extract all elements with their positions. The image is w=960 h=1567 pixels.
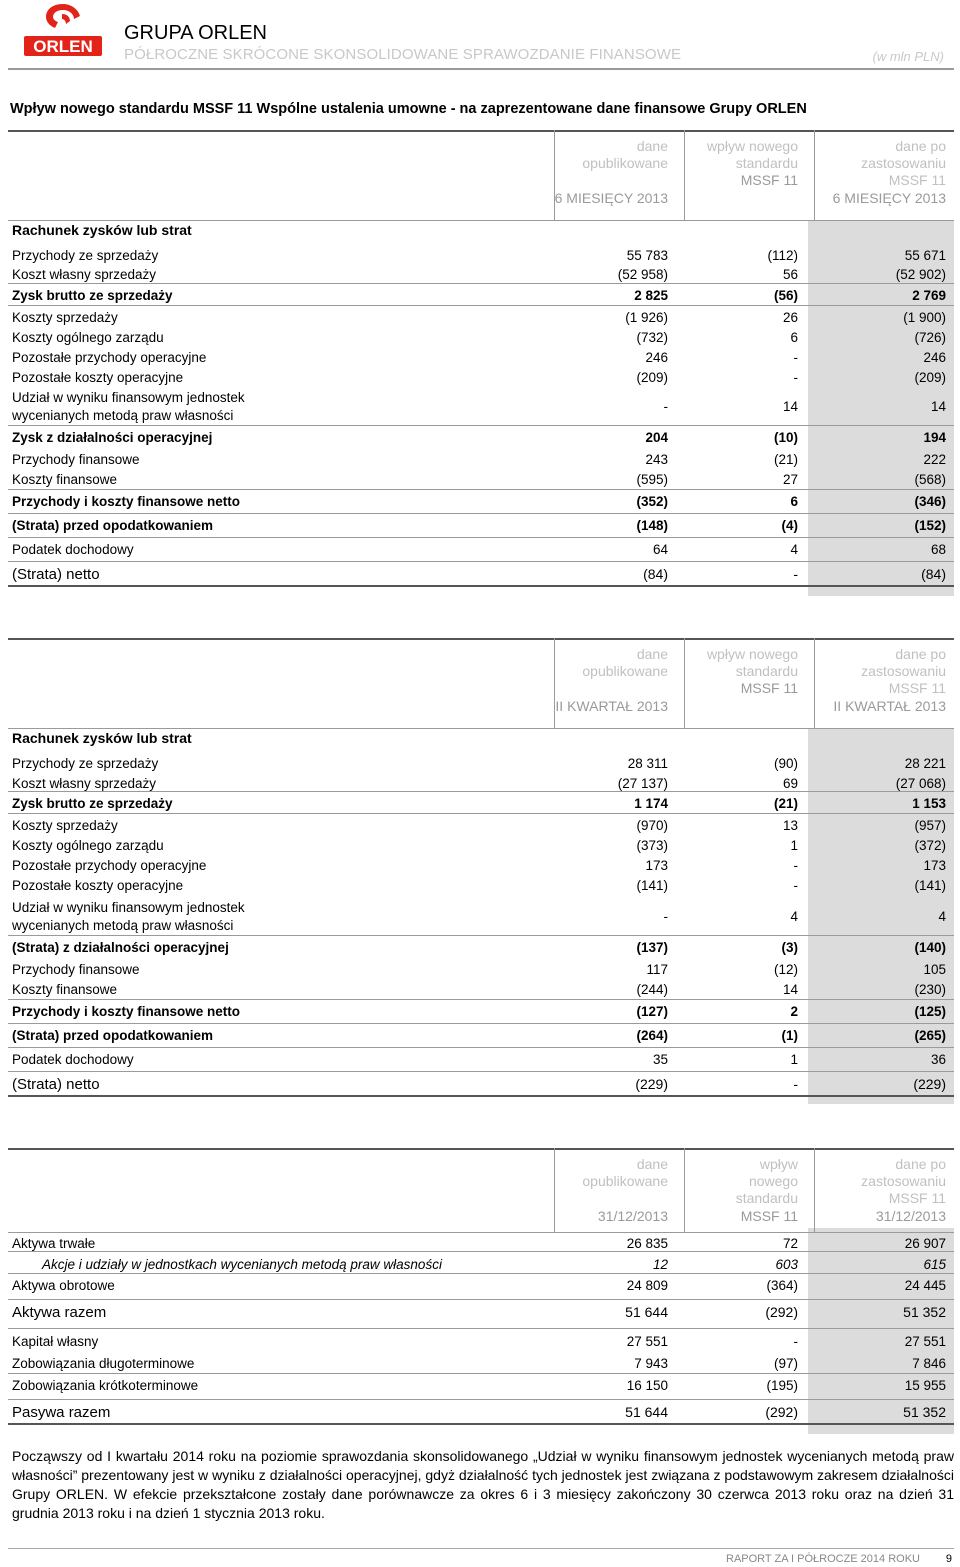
row-label: Zobowiązania krótkoterminowe xyxy=(12,1378,199,1393)
row-value-v2: 27 xyxy=(782,472,798,487)
row-value-v3: (209) xyxy=(914,370,946,385)
col-published-header: dane xyxy=(636,1156,668,1172)
col-impact-header: wpływ xyxy=(759,1156,798,1172)
col-published-header: opublikowane xyxy=(582,663,668,679)
row-value-v1: 117 xyxy=(646,962,668,977)
header-bottom-border xyxy=(8,728,954,729)
row-separator xyxy=(8,1095,954,1097)
row-value-v3: 15 955 xyxy=(904,1378,946,1393)
header-col-divider xyxy=(554,1148,555,1232)
row-value-v2: 603 xyxy=(775,1257,798,1272)
row-label: Aktywa trwałe xyxy=(12,1236,96,1251)
row-value-v1: 27 551 xyxy=(626,1334,668,1349)
row-separator xyxy=(8,425,954,426)
col-published-header: dane xyxy=(636,646,668,662)
row-value-v2: (12) xyxy=(773,962,798,977)
row-value-v3: 28 221 xyxy=(904,756,946,771)
row-value-v2: 69 xyxy=(782,776,798,791)
row-label: Pozostałe koszty operacyjne xyxy=(12,878,184,893)
row-value-v1: (27 137) xyxy=(617,776,668,791)
row-value-v2: 1 xyxy=(790,838,798,853)
row-value-v1: (148) xyxy=(636,518,668,533)
row-value-v3: (1 900) xyxy=(903,310,946,325)
col-published-header: dane xyxy=(636,138,668,154)
row-value-v2: 4 xyxy=(790,542,798,557)
row-separator xyxy=(8,1047,954,1048)
row-value-v1: (970) xyxy=(636,818,668,833)
row-value-v2: (1) xyxy=(781,1028,798,1043)
row-value-v3: 24 445 xyxy=(904,1278,946,1293)
row-value-v2: (21) xyxy=(773,452,798,467)
table-6-months xyxy=(8,130,954,600)
row-label: Zysk z działalności operacyjnej xyxy=(12,430,213,445)
row-value-v1: 55 783 xyxy=(626,248,668,263)
row-label: Kapitał własny xyxy=(12,1334,99,1349)
row-label: Koszty finansowe xyxy=(12,982,118,997)
row-value-v1: 173 xyxy=(645,858,668,873)
row-separator xyxy=(8,1251,954,1252)
page-header xyxy=(0,0,960,72)
col-published-header: opublikowane xyxy=(582,155,668,171)
row-label: Przychody ze sprzedaży xyxy=(12,756,159,771)
page-number: 9 xyxy=(945,1553,952,1565)
col-published-header: II KWARTAŁ 2013 xyxy=(555,698,668,714)
col-published-header: 6 MIESIĘCY 2013 xyxy=(554,190,668,206)
section-label: Rachunek zysków lub strat xyxy=(12,222,192,238)
row-label: Koszty sprzedaży xyxy=(12,818,118,833)
header-top-border xyxy=(8,638,954,640)
header-top-border xyxy=(8,1148,954,1150)
row-value-v1: (264) xyxy=(636,1028,668,1043)
row-value-v2: 2 xyxy=(790,1004,798,1019)
row-value-v3: 51 352 xyxy=(903,1304,946,1320)
col-restated-header: dane po xyxy=(895,138,946,154)
row-value-v3: (346) xyxy=(914,494,946,509)
header-col-divider xyxy=(684,638,685,728)
row-value-v1: 7 943 xyxy=(634,1356,668,1371)
row-label: Koszty ogólnego zarządu xyxy=(12,330,164,345)
row-value-v3: 2 769 xyxy=(912,288,946,303)
row-label-cont: wycenianych metodą praw własności xyxy=(12,918,234,933)
row-label: Przychody ze sprzedaży xyxy=(12,248,159,263)
col-impact-header: MSSF 11 xyxy=(740,680,798,696)
section-label: Rachunek zysków lub strat xyxy=(12,730,192,746)
row-separator xyxy=(8,1299,954,1300)
row-separator xyxy=(8,1328,954,1329)
header-col-divider xyxy=(684,1148,685,1232)
row-value-v2: 56 xyxy=(782,267,798,282)
row-label-cont: wycenianych metodą praw własności xyxy=(12,408,234,423)
col-restated-header: 6 MIESIĘCY 2013 xyxy=(832,190,946,206)
footer-label: RAPORT ZA I PÓŁROCZE 2014 ROKU xyxy=(726,1553,920,1565)
row-value-v1: 35 xyxy=(652,1052,668,1067)
col-impact-header: standardu xyxy=(735,1190,798,1206)
row-value-v1: (1 926) xyxy=(625,310,668,325)
row-value-v3: 4 xyxy=(938,909,946,924)
row-value-v3: (140) xyxy=(914,940,946,955)
row-label: Akcje i udziały w jednostkach wycenianych metodą praw własności xyxy=(42,1257,442,1272)
col-restated-header: MSSF 11 xyxy=(888,1190,946,1206)
row-value-v1: 16 150 xyxy=(626,1378,668,1393)
row-value-v1: 1 174 xyxy=(634,796,668,811)
row-value-v1: (52 958) xyxy=(617,267,668,282)
row-value-v1: - xyxy=(663,909,668,924)
row-label: Koszt własny sprzedaży xyxy=(12,267,157,282)
col-restated-header: dane po xyxy=(895,1156,946,1172)
row-value-v1: 28 311 xyxy=(627,756,668,771)
row-label: Pozostałe przychody operacyjne xyxy=(12,350,207,365)
row-value-v3: (52 902) xyxy=(895,267,946,282)
row-value-v2: (112) xyxy=(767,248,798,263)
col-restated-header: MSSF 11 xyxy=(888,680,946,696)
row-value-v2: (21) xyxy=(773,796,798,811)
row-value-v2: (10) xyxy=(773,430,798,445)
row-label: Udział w wyniku finansowym jednostek xyxy=(12,900,245,915)
row-value-v3: 222 xyxy=(923,452,946,467)
row-separator xyxy=(8,1373,954,1374)
row-value-v2: 72 xyxy=(782,1236,798,1251)
row-value-v1: (244) xyxy=(636,982,668,997)
document-title: Wpływ nowego standardu MSSF 11 Wspólne ustalenia umowne - na zaprezentowane dane finansowe Grupy ORLEN xyxy=(10,101,807,117)
col-impact-header: MSSF 11 xyxy=(740,1208,798,1224)
row-separator xyxy=(8,513,954,514)
logo-text: ORLEN xyxy=(33,37,93,56)
col-impact-header: standardu xyxy=(735,155,798,171)
row-value-v3: 51 352 xyxy=(903,1404,946,1420)
row-label: (Strata) z działalności operacyjnej xyxy=(12,940,229,955)
row-value-v3: 1 153 xyxy=(912,796,946,811)
col-restated-header: zastosowaniu xyxy=(861,663,946,679)
row-value-v3: 36 xyxy=(930,1052,946,1067)
col-impact-header: wpływ nowego xyxy=(706,138,798,154)
row-separator xyxy=(8,1273,954,1274)
row-value-v3: (152) xyxy=(914,518,946,533)
row-value-v1: (141) xyxy=(636,878,668,893)
footer-divider xyxy=(8,1548,954,1549)
col-impact-header: nowego xyxy=(748,1173,798,1189)
row-value-v2: (97) xyxy=(773,1356,798,1371)
row-separator xyxy=(8,1071,954,1072)
row-label: Zobowiązania długoterminowe xyxy=(12,1356,195,1371)
row-value-v1: (84) xyxy=(643,566,668,582)
row-value-v3: (372) xyxy=(914,838,946,853)
row-label: Koszty ogólnego zarządu xyxy=(12,838,164,853)
row-value-v1: (373) xyxy=(636,838,668,853)
row-label: (Strata) netto xyxy=(12,566,100,583)
row-value-v3: 55 671 xyxy=(904,248,946,263)
row-separator xyxy=(8,1423,954,1425)
row-label: (Strata) netto xyxy=(12,1076,100,1093)
row-value-v2: 14 xyxy=(782,399,798,414)
row-label: Pozostałe koszty operacyjne xyxy=(12,370,184,385)
row-value-v2: 6 xyxy=(790,494,798,509)
row-value-v3: 615 xyxy=(923,1257,946,1272)
col-restated-header: dane po xyxy=(895,646,946,662)
row-value-v3: 173 xyxy=(923,858,946,873)
header-col-divider xyxy=(814,1148,815,1232)
header-col-divider xyxy=(684,130,685,220)
row-value-v2: - xyxy=(793,858,798,873)
row-value-v1: (732) xyxy=(636,330,668,345)
row-value-v1: (209) xyxy=(636,370,668,385)
row-value-v2: 6 xyxy=(790,330,798,345)
row-value-v3: (27 068) xyxy=(895,776,946,791)
row-label: Zysk brutto ze sprzedaży xyxy=(12,796,173,811)
row-value-v3: 194 xyxy=(923,430,946,445)
row-value-v2: - xyxy=(793,370,798,385)
header-col-divider xyxy=(814,130,815,220)
row-value-v2: (292) xyxy=(765,1304,798,1320)
row-separator xyxy=(8,813,954,814)
row-value-v1: (352) xyxy=(636,494,668,509)
row-value-v3: (957) xyxy=(914,818,946,833)
row-label: (Strata) przed opodatkowaniem xyxy=(12,518,214,533)
row-label: Koszt własny sprzedaży xyxy=(12,776,157,791)
row-value-v2: (56) xyxy=(773,288,798,303)
row-label: Aktywa razem xyxy=(12,1304,107,1321)
row-value-v3: 7 846 xyxy=(912,1356,946,1371)
row-value-v2: - xyxy=(793,350,798,365)
row-value-v1: 51 644 xyxy=(625,1404,668,1420)
header-bottom-border xyxy=(8,1232,954,1233)
row-value-v2: (90) xyxy=(773,756,798,771)
row-value-v1: 204 xyxy=(645,430,668,445)
col-restated-header: 31/12/2013 xyxy=(875,1208,946,1224)
col-impact-header: standardu xyxy=(735,663,798,679)
col-restated-header: II KWARTAŁ 2013 xyxy=(833,698,946,714)
report-subtitle: PÓŁROCZNE SKRÓCONE SKONSOLIDOWANE SPRAWOZDANIE FINANSOWE xyxy=(124,46,682,63)
row-value-v1: 243 xyxy=(645,452,668,467)
row-label: Udział w wyniku finansowym jednostek xyxy=(12,390,245,405)
explanatory-note: Począwszy od I kwartału 2014 roku na poziomie sprawozdania skonsolidowanego „Udział w wyniku finansowym jednostek wycenianych metodą praw własności” prezentowany jest w wyniku z działalności operacyjnej, gdyż działalność tych jednostek jest związana z podstawowym zakresem działalności Grupy ORLEN. W efekcie przekształcone zostały dane porównawcze za okres 6 i 3 miesięcy zakończony 30 czerwca 2013 roku oraz na dzień 31 grudnia 2013 roku i na dzień 1 stycznia 2013 roku. xyxy=(12,1448,954,1521)
row-label: Zysk brutto ze sprzedaży xyxy=(12,288,173,303)
header-bottom-border xyxy=(8,220,954,221)
row-value-v3: (568) xyxy=(914,472,946,487)
row-label: Przychody i koszty finansowe netto xyxy=(12,1004,241,1019)
row-value-v3: (84) xyxy=(921,566,946,582)
row-value-v3: (141) xyxy=(914,878,946,893)
col-published-header: 31/12/2013 xyxy=(597,1208,668,1224)
col-published-header: opublikowane xyxy=(582,1173,668,1189)
row-value-v1: 12 xyxy=(652,1257,668,1272)
row-separator xyxy=(8,1023,954,1024)
row-value-v1: 51 644 xyxy=(625,1304,668,1320)
row-value-v2: 13 xyxy=(782,818,798,833)
table-q2 xyxy=(8,638,954,1108)
col-restated-header: zastosowaniu xyxy=(861,155,946,171)
row-value-v2: (4) xyxy=(781,518,798,533)
row-value-v3: (229) xyxy=(913,1076,946,1092)
row-separator xyxy=(8,791,954,792)
row-value-v1: (127) xyxy=(636,1004,668,1019)
row-label: Przychody finansowe xyxy=(12,962,140,977)
row-value-v3: 27 551 xyxy=(904,1334,946,1349)
row-value-v1: (595) xyxy=(636,472,668,487)
row-separator xyxy=(8,537,954,538)
row-value-v2: 1 xyxy=(790,1052,798,1067)
row-separator xyxy=(8,489,954,490)
row-value-v2: (3) xyxy=(781,940,798,955)
table-balance xyxy=(8,1148,954,1438)
header-col-divider xyxy=(814,638,815,728)
row-value-v2: 26 xyxy=(782,310,798,325)
row-value-v2: - xyxy=(793,566,798,582)
row-value-v2: (195) xyxy=(766,1378,798,1393)
row-value-v1: 2 825 xyxy=(634,288,668,303)
row-value-v2: (364) xyxy=(766,1278,798,1293)
row-separator xyxy=(8,999,954,1000)
row-value-v3: 68 xyxy=(930,542,946,557)
row-value-v3: (726) xyxy=(914,330,946,345)
col-restated-header: zastosowaniu xyxy=(861,1173,946,1189)
header-divider xyxy=(8,68,954,70)
row-label: Podatek dochodowy xyxy=(12,542,134,557)
row-value-v2: - xyxy=(793,878,798,893)
orlen-logo xyxy=(22,2,104,60)
row-value-v3: (265) xyxy=(914,1028,946,1043)
row-label: Aktywa obrotowe xyxy=(12,1278,115,1293)
row-value-v2: 14 xyxy=(782,982,798,997)
company-name: GRUPA ORLEN xyxy=(124,22,267,44)
row-label: Przychody i koszty finansowe netto xyxy=(12,494,241,509)
row-value-v1: (229) xyxy=(635,1076,668,1092)
row-value-v3: (230) xyxy=(914,982,946,997)
row-label: Przychody finansowe xyxy=(12,452,140,467)
row-label: Pozostałe przychody operacyjne xyxy=(12,858,207,873)
row-separator xyxy=(8,561,954,562)
row-separator xyxy=(8,305,954,306)
row-separator xyxy=(8,1399,954,1400)
unit-label: (w mln PLN) xyxy=(872,49,944,64)
row-separator xyxy=(8,585,954,587)
row-value-v3: 26 907 xyxy=(904,1236,946,1251)
row-value-v1: - xyxy=(663,399,668,414)
row-value-v1: 26 835 xyxy=(626,1236,668,1251)
row-label: Podatek dochodowy xyxy=(12,1052,134,1067)
row-separator xyxy=(8,935,954,936)
row-label: (Strata) przed opodatkowaniem xyxy=(12,1028,214,1043)
row-value-v1: 64 xyxy=(652,542,668,557)
row-value-v3: (125) xyxy=(914,1004,946,1019)
col-impact-header: wpływ nowego xyxy=(706,646,798,662)
row-value-v1: 24 809 xyxy=(626,1278,668,1293)
row-value-v2: - xyxy=(793,1076,798,1092)
row-separator xyxy=(8,283,954,284)
row-label: Koszty sprzedaży xyxy=(12,310,118,325)
col-impact-header: MSSF 11 xyxy=(740,172,798,188)
row-value-v2: - xyxy=(793,1334,798,1349)
col-restated-header: MSSF 11 xyxy=(888,172,946,188)
row-value-v3: 246 xyxy=(923,350,946,365)
row-value-v3: 105 xyxy=(923,962,946,977)
header-top-border xyxy=(8,130,954,132)
row-value-v1: (137) xyxy=(636,940,668,955)
row-label: Pasywa razem xyxy=(12,1404,111,1421)
row-value-v3: 14 xyxy=(930,399,946,414)
row-value-v1: 246 xyxy=(645,350,668,365)
row-value-v2: 4 xyxy=(790,909,798,924)
row-value-v2: (292) xyxy=(765,1404,798,1420)
row-label: Koszty finansowe xyxy=(12,472,118,487)
